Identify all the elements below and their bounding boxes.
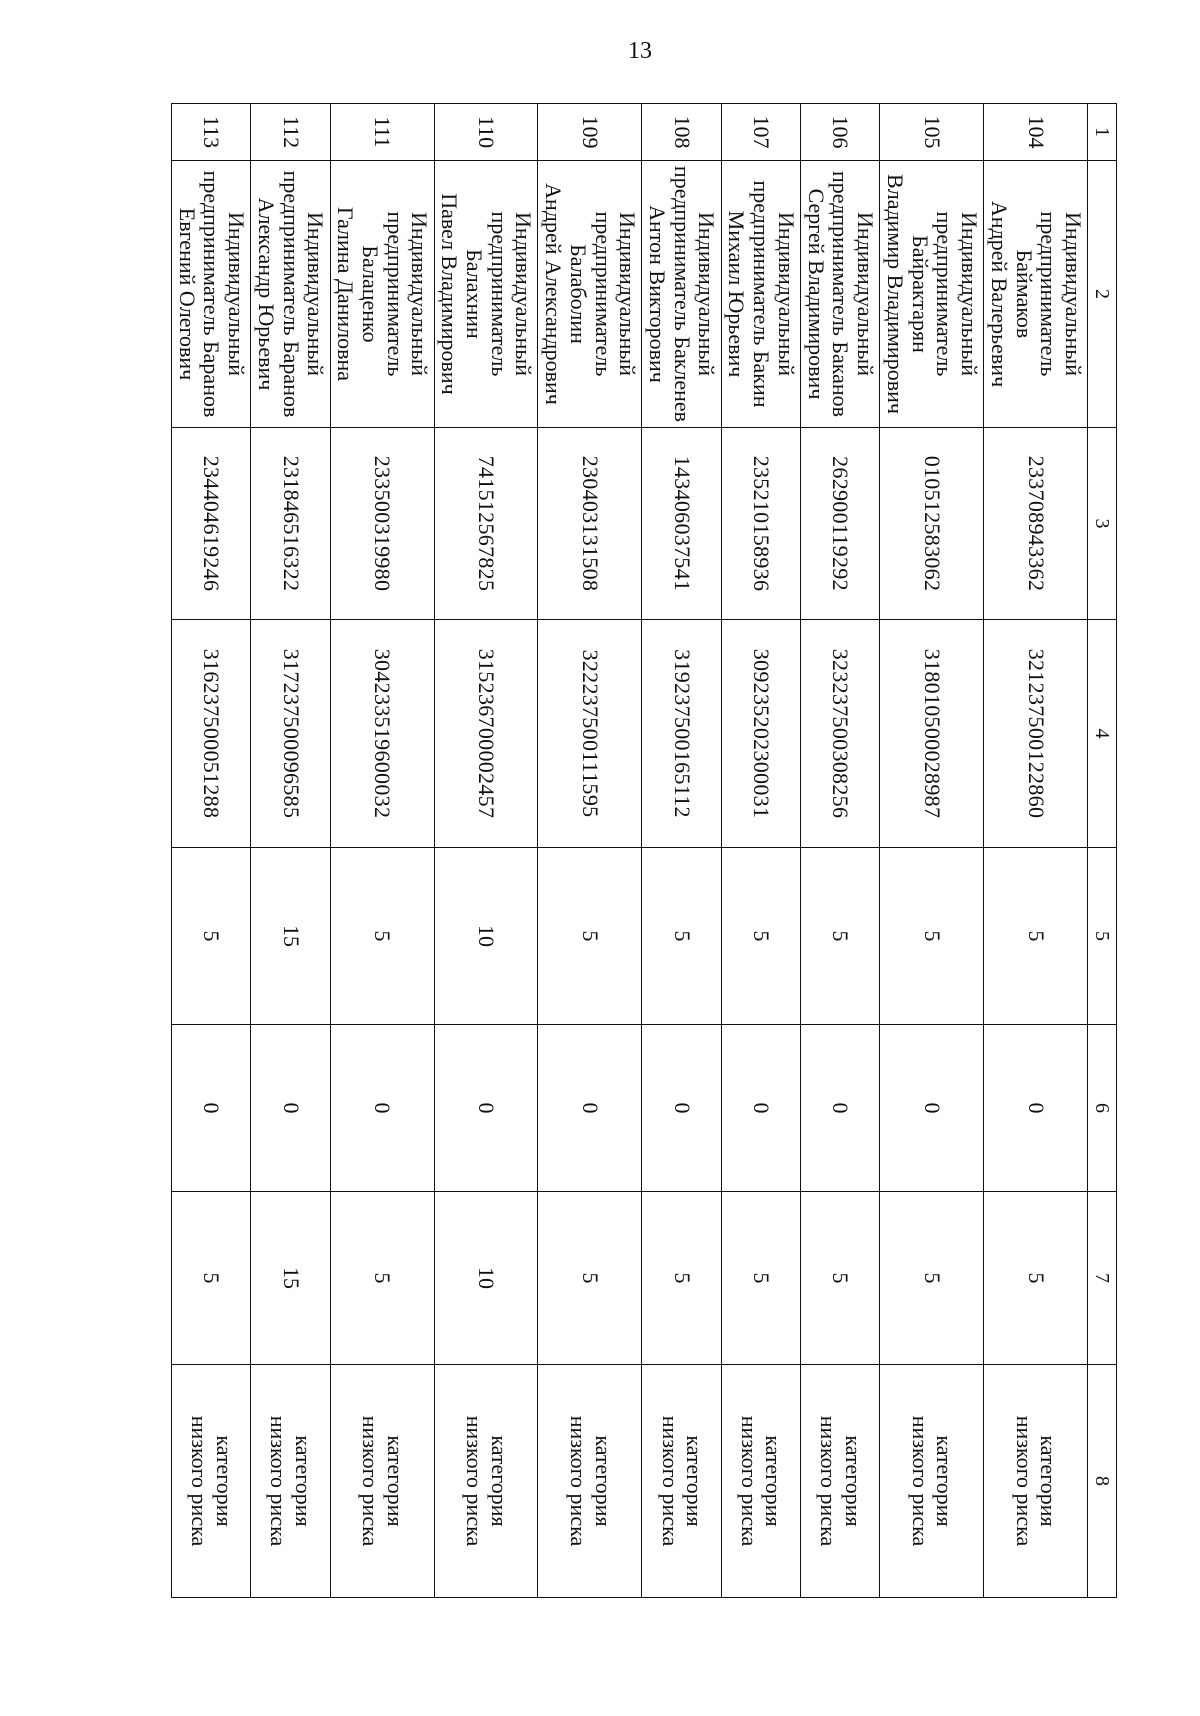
row-number-cell: 113 — [172, 104, 251, 161]
column-7-value-cell: 5 — [880, 1192, 984, 1365]
table-row — [538, 104, 642, 1598]
inn-cell: 231846516322 — [251, 428, 330, 620]
inn-cell: 235210158936 — [721, 428, 800, 620]
column-5-value-cell: 10 — [434, 848, 538, 1025]
ogrnip-cell: 316237500051288 — [172, 620, 251, 848]
column-6-value-cell: 0 — [330, 1025, 434, 1192]
table-row — [172, 104, 251, 1598]
entrepreneur-name-cell: Индивидуальный предприниматель Баймаков Андрей Валерьевич — [984, 161, 1088, 428]
row-number-cell: 107 — [721, 104, 800, 161]
column-5-value-cell: 5 — [880, 848, 984, 1025]
ogrnip-cell: 304233519600032 — [330, 620, 434, 848]
table-row — [434, 104, 538, 1598]
ogrnip-cell: 322237500111595 — [538, 620, 642, 848]
inn-cell: 741512567825 — [434, 428, 538, 620]
column-number-row — [1088, 104, 1117, 1598]
ogrnip-cell: 321237500122860 — [984, 620, 1088, 848]
column-5-value-cell: 5 — [642, 848, 721, 1025]
column-6-value-cell: 0 — [251, 1025, 330, 1192]
column-header: 1 — [1088, 104, 1117, 161]
entrepreneur-name-cell: Индивидуальный предприниматель Бакленев Антон Викторович — [642, 161, 721, 428]
inn-cell: 230403131508 — [538, 428, 642, 620]
page-number: 13 — [628, 38, 652, 64]
table-row — [880, 104, 984, 1598]
column-header: 8 — [1088, 1365, 1117, 1598]
risk-category-cell: категория низкого риска — [642, 1365, 721, 1598]
column-7-value-cell: 10 — [434, 1192, 538, 1365]
ogrnip-cell: 323237500308256 — [800, 620, 879, 848]
inn-cell: 010512583062 — [880, 428, 984, 620]
inn-cell: 262900119292 — [800, 428, 879, 620]
inn-cell: 143406037541 — [642, 428, 721, 620]
entrepreneur-name-cell: Индивидуальный предприниматель Байрактарян Владимир Владимирович — [880, 161, 984, 428]
table-row — [251, 104, 330, 1598]
column-6-value-cell: 0 — [800, 1025, 879, 1192]
row-number-cell: 109 — [538, 104, 642, 161]
entrepreneur-name-cell: Индивидуальный предприниматель Баранов Евгений Олегович — [172, 161, 251, 428]
column-header: 5 — [1088, 848, 1117, 1025]
entrepreneur-name-cell: Индивидуальный предприниматель Балаценко Галина Даниловна — [330, 161, 434, 428]
risk-category-cell: категория низкого риска — [172, 1365, 251, 1598]
inn-cell: 233500319980 — [330, 428, 434, 620]
ogrnip-cell: 315236700002457 — [434, 620, 538, 848]
column-7-value-cell: 5 — [800, 1192, 879, 1365]
risk-category-cell: категория низкого риска — [330, 1365, 434, 1598]
rotated-table-container — [171, 103, 1117, 1597]
row-number-cell: 104 — [984, 104, 1088, 161]
column-header: 3 — [1088, 428, 1117, 620]
row-number-cell: 105 — [880, 104, 984, 161]
column-5-value-cell: 5 — [172, 848, 251, 1025]
column-5-value-cell: 5 — [721, 848, 800, 1025]
column-header: 4 — [1088, 620, 1117, 848]
table-row — [330, 104, 434, 1598]
column-6-value-cell: 0 — [172, 1025, 251, 1192]
risk-category-cell: категория низкого риска — [984, 1365, 1088, 1598]
column-7-value-cell: 5 — [330, 1192, 434, 1365]
column-6-value-cell: 0 — [538, 1025, 642, 1192]
column-6-value-cell: 0 — [642, 1025, 721, 1192]
risk-category-cell: категория низкого риска — [434, 1365, 538, 1598]
risk-category-cell: категория низкого риска — [880, 1365, 984, 1598]
entrepreneur-name-cell: Индивидуальный предприниматель Баранов Александр Юрьевич — [251, 161, 330, 428]
column-6-value-cell: 0 — [721, 1025, 800, 1192]
entrepreneur-name-cell: Индивидуальный предприниматель Бакин Михаил Юрьевич — [721, 161, 800, 428]
ogrnip-cell: 317237500096585 — [251, 620, 330, 848]
column-5-value-cell: 5 — [984, 848, 1088, 1025]
column-7-value-cell: 5 — [538, 1192, 642, 1365]
column-5-value-cell: 5 — [800, 848, 879, 1025]
table-row — [721, 104, 800, 1598]
row-number-cell: 108 — [642, 104, 721, 161]
column-7-value-cell: 5 — [642, 1192, 721, 1365]
column-7-value-cell: 5 — [721, 1192, 800, 1365]
column-header: 6 — [1088, 1025, 1117, 1192]
ogrnip-cell: 319237500165112 — [642, 620, 721, 848]
column-5-value-cell: 5 — [330, 848, 434, 1025]
table-row — [642, 104, 721, 1598]
column-header: 2 — [1088, 161, 1117, 428]
row-number-cell: 111 — [330, 104, 434, 161]
table-body — [172, 104, 1088, 1598]
risk-category-cell: категория низкого риска — [251, 1365, 330, 1598]
column-6-value-cell: 0 — [434, 1025, 538, 1192]
ogrnip-cell: 318010500028987 — [880, 620, 984, 848]
entrepreneur-name-cell: Индивидуальный предприниматель Балаболин Андрей Александрович — [538, 161, 642, 428]
column-header: 7 — [1088, 1192, 1117, 1365]
ogrnip-cell: 309235202300031 — [721, 620, 800, 848]
risk-category-cell: категория низкого риска — [538, 1365, 642, 1598]
table-row — [984, 104, 1088, 1598]
row-number-cell: 112 — [251, 104, 330, 161]
table-row — [800, 104, 879, 1598]
risk-category-cell: категория низкого риска — [721, 1365, 800, 1598]
entrepreneur-name-cell: Индивидуальный предприниматель Баканов Сергей Владимирович — [800, 161, 879, 428]
column-6-value-cell: 0 — [880, 1025, 984, 1192]
column-7-value-cell: 5 — [172, 1192, 251, 1365]
entrepreneur-name-cell: Индивидуальный предприниматель Балахнин Павел Владимирович — [434, 161, 538, 428]
risk-category-cell: категория низкого риска — [800, 1365, 879, 1598]
column-5-value-cell: 5 — [538, 848, 642, 1025]
column-7-value-cell: 5 — [984, 1192, 1088, 1365]
row-number-cell: 106 — [800, 104, 879, 161]
row-number-cell: 110 — [434, 104, 538, 161]
column-5-value-cell: 15 — [251, 848, 330, 1025]
inn-cell: 233708943362 — [984, 428, 1088, 620]
registry-table — [171, 103, 1117, 1598]
column-6-value-cell: 0 — [984, 1025, 1088, 1192]
column-7-value-cell: 15 — [251, 1192, 330, 1365]
inn-cell: 234404619246 — [172, 428, 251, 620]
